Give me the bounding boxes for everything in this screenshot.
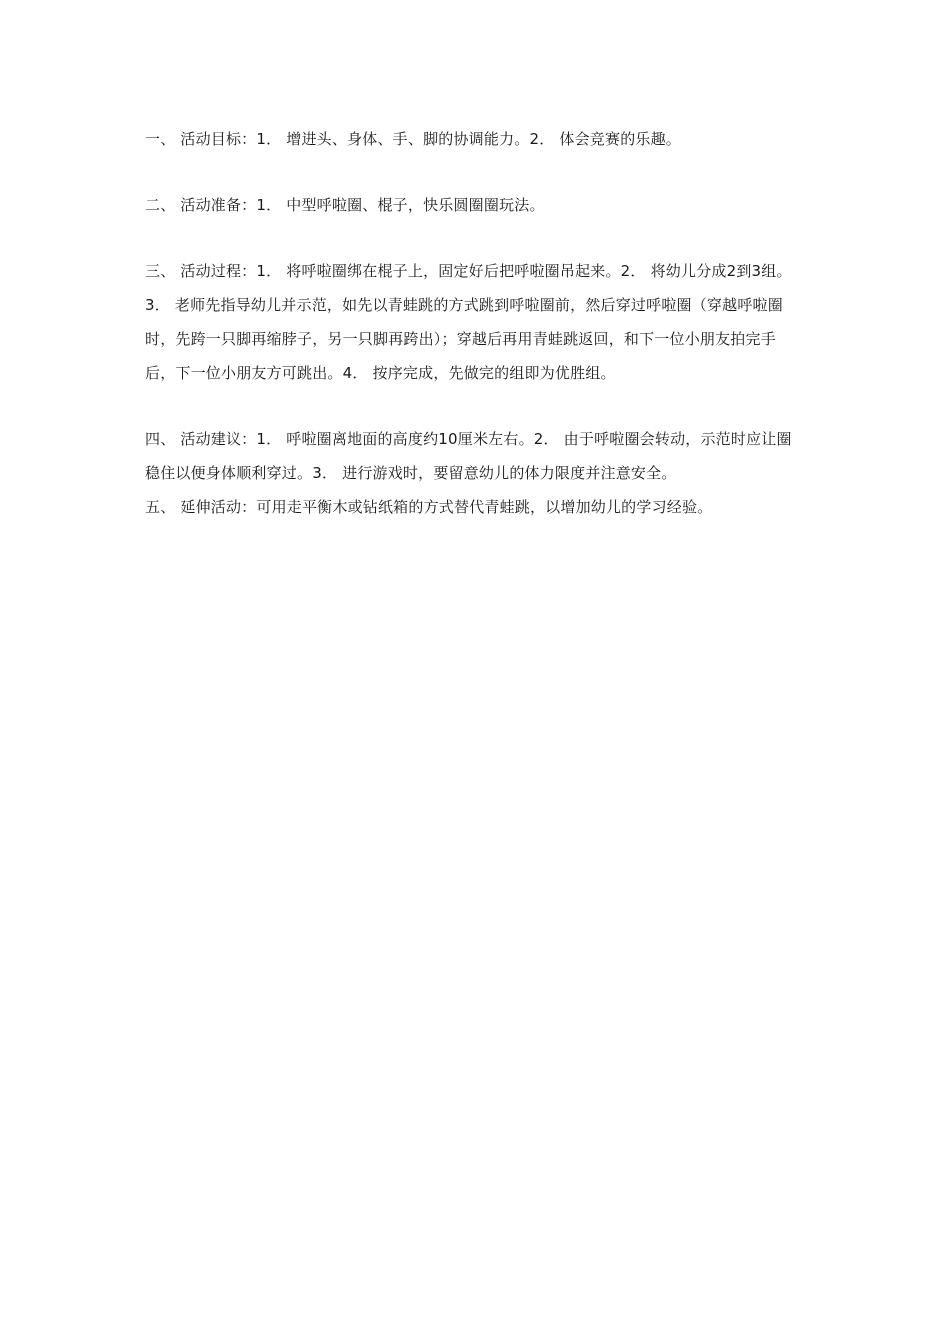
- section-activity-suggestions: 四、 活动建议：1． 呼啦圈离地面的高度约10厘米左右。2． 由于呼啦圈会转动，示范时应让圈稳住以便身体顺利穿过。3． 进行游戏时，要留意幼儿的体力限度并注意安全。: [145, 430, 792, 482]
- section-activity-goals: 一、 活动目标：1． 增进头、身体、手、脚的协调能力。2． 体会竞赛的乐趣。: [145, 130, 681, 148]
- section-activity-process: 三、 活动过程：1． 将呼啦圈绑在棍子上，固定好后把呼啦圈吊起来。2． 将幼儿分成2到3组。3． 老师先指导幼儿并示范，如先以青蛙跳的方式跳到呼啦圈前，然后穿过呼啦圈（穿越呼啦圈时，先跨一只脚再缩脖子，另一只脚再跨出）；穿越后再用青蛙跳返回，和下一位小朋友拍完手后，下一位小朋友方可跳出。4． 按序完成，先做完的组即为优胜组。: [145, 262, 792, 382]
- section-extension-activity: 五、 延伸活动：可用走平衡木或钻纸箱的方式替代青蛙跳，以增加幼儿的学习经验。: [145, 498, 713, 516]
- section-activity-preparation: 二、 活动准备：1． 中型呼啦圈、棍子，快乐圆圈圈玩法。: [145, 196, 545, 214]
- document-body: [145, 122, 805, 524]
